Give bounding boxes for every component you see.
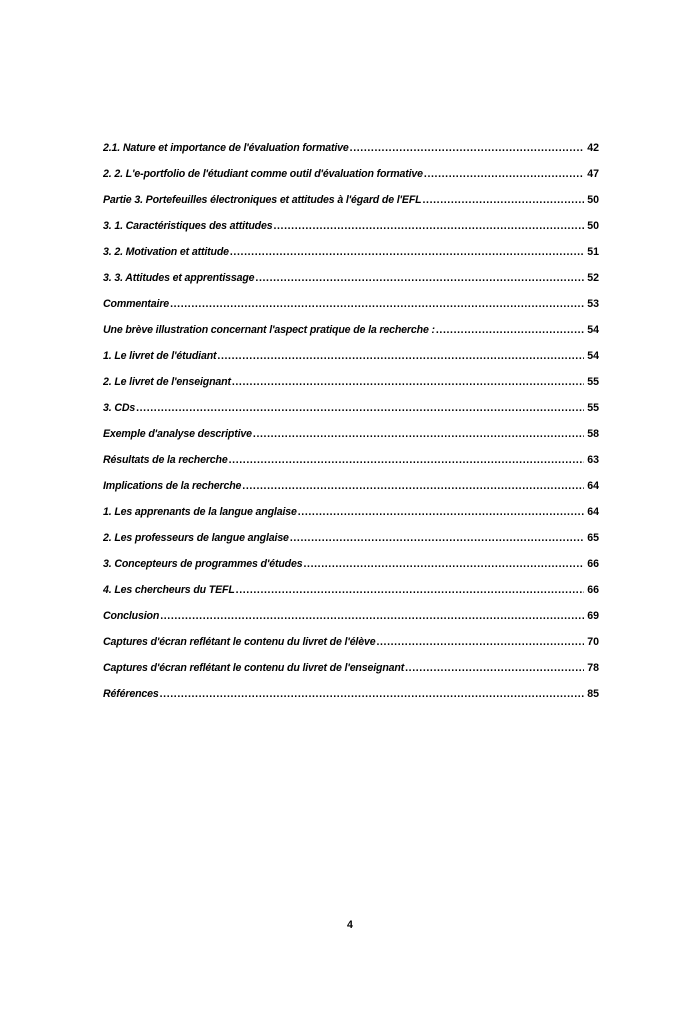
- toc-entry-page: 65: [587, 532, 599, 544]
- toc-entry[interactable]: [103, 402, 599, 428]
- toc-entry-label: Implications de la recherche: [103, 480, 242, 492]
- toc-entry-label: Résultats de la recherche: [103, 454, 228, 466]
- toc-entry[interactable]: [103, 662, 599, 688]
- toc-dot-leader: [160, 610, 584, 622]
- toc-entry-label: Conclusion: [103, 610, 160, 622]
- toc-dot-leader: [376, 636, 584, 648]
- toc-entry-label: Partie 3. Portefeuilles électroniques et attitudes à l'égard de l'EFL: [103, 194, 422, 206]
- toc-entry[interactable]: [103, 194, 599, 220]
- toc-entry[interactable]: [103, 168, 599, 194]
- toc-entry-page: 70: [587, 636, 599, 648]
- toc-entry[interactable]: [103, 480, 599, 506]
- toc-dot-leader: [136, 402, 584, 414]
- toc-entry-label: Une brève illustration concernant l'aspect pratique de la recherche :: [103, 324, 435, 336]
- toc-entry[interactable]: [103, 688, 599, 714]
- toc-dot-leader: [424, 168, 584, 180]
- toc-entry[interactable]: [103, 298, 599, 324]
- toc-entry-page: 50: [587, 220, 599, 232]
- toc-entry-page: 78: [587, 662, 599, 674]
- toc-dot-leader: [229, 454, 584, 466]
- toc-entry-label: 3. 2. Motivation et attitude: [103, 246, 229, 258]
- toc-entry[interactable]: [103, 636, 599, 662]
- toc-entry-page: 50: [587, 194, 599, 206]
- toc-entry-label: 1. Les apprenants de la langue anglaise: [103, 506, 297, 518]
- toc-entry-page: 52: [587, 272, 599, 284]
- toc-dot-leader: [303, 558, 584, 570]
- toc-entry-page: 54: [587, 350, 599, 362]
- toc-entry-label: 1. Le livret de l'étudiant: [103, 350, 217, 362]
- toc-entry-page: 51: [587, 246, 599, 258]
- toc-dot-leader: [236, 584, 584, 596]
- toc-entry-page: 64: [587, 480, 599, 492]
- toc-entry[interactable]: [103, 584, 599, 610]
- toc-dot-leader: [298, 506, 584, 518]
- toc-entry-label: Captures d'écran reflétant le contenu du livret de l'enseignant: [103, 662, 405, 674]
- toc-entry[interactable]: [103, 272, 599, 298]
- toc-entry-page: 58: [587, 428, 599, 440]
- toc-dot-leader: [255, 272, 584, 284]
- toc-entry-label: Captures d'écran reflétant le contenu du livret de l'élève: [103, 636, 376, 648]
- toc-dot-leader: [273, 220, 584, 232]
- toc-entry-page: 66: [587, 584, 599, 596]
- toc-entry-label: 2. Les professeurs de langue anglaise: [103, 532, 289, 544]
- toc-dot-leader: [422, 194, 584, 206]
- toc-entry-label: 2. 2. L'e-portfolio de l'étudiant comme outil d'évaluation formative: [103, 168, 423, 180]
- toc-dot-leader: [232, 376, 584, 388]
- toc-dot-leader: [230, 246, 584, 258]
- toc-entry[interactable]: [103, 454, 599, 480]
- toc-entry[interactable]: [103, 558, 599, 584]
- toc-entry-page: 47: [587, 168, 599, 180]
- toc-dot-leader: [405, 662, 584, 674]
- table-of-contents: [103, 142, 599, 714]
- toc-entry[interactable]: [103, 610, 599, 636]
- toc-entry-label: 2. Le livret de l'enseignant: [103, 376, 231, 388]
- toc-entry[interactable]: [103, 142, 599, 168]
- toc-entry-label: 3. 3. Attitudes et apprentissage: [103, 272, 255, 284]
- toc-dot-leader: [350, 142, 584, 154]
- toc-entry-page: 54: [587, 324, 599, 336]
- toc-entry[interactable]: [103, 428, 599, 454]
- toc-entry-page: 53: [587, 298, 599, 310]
- toc-entry[interactable]: [103, 246, 599, 272]
- toc-entry[interactable]: [103, 506, 599, 532]
- toc-entry-page: 55: [587, 402, 599, 414]
- toc-entry-label: 3. CDs: [103, 402, 136, 414]
- toc-entry[interactable]: [103, 220, 599, 246]
- toc-entry-page: 42: [587, 142, 599, 154]
- page-number: 4: [347, 919, 353, 931]
- toc-dot-leader: [242, 480, 584, 492]
- toc-entry-page: 85: [587, 688, 599, 700]
- toc-entry-label: 4. Les chercheurs du TEFL: [103, 584, 235, 596]
- toc-entry-label: Références: [103, 688, 159, 700]
- toc-entry-page: 64: [587, 506, 599, 518]
- toc-entry-page: 66: [587, 558, 599, 570]
- toc-entry-page: 69: [587, 610, 599, 622]
- toc-dot-leader: [436, 324, 584, 336]
- toc-entry-label: 2.1. Nature et importance de l'évaluation formative: [103, 142, 349, 154]
- toc-dot-leader: [170, 298, 584, 310]
- toc-entry-label: 3. 1. Caractéristiques des attitudes: [103, 220, 273, 232]
- toc-dot-leader: [160, 688, 584, 700]
- toc-entry[interactable]: [103, 532, 599, 558]
- toc-entry-label: Commentaire: [103, 298, 170, 310]
- toc-entry-label: 3. Concepteurs de programmes d'études: [103, 558, 303, 570]
- toc-entry-page: 63: [587, 454, 599, 466]
- toc-entry[interactable]: [103, 376, 599, 402]
- toc-dot-leader: [253, 428, 584, 440]
- toc-entry[interactable]: [103, 324, 599, 350]
- toc-entry[interactable]: [103, 350, 599, 376]
- toc-dot-leader: [290, 532, 584, 544]
- toc-entry-page: 55: [587, 376, 599, 388]
- toc-entry-label: Exemple d'analyse descriptive: [103, 428, 252, 440]
- toc-dot-leader: [217, 350, 584, 362]
